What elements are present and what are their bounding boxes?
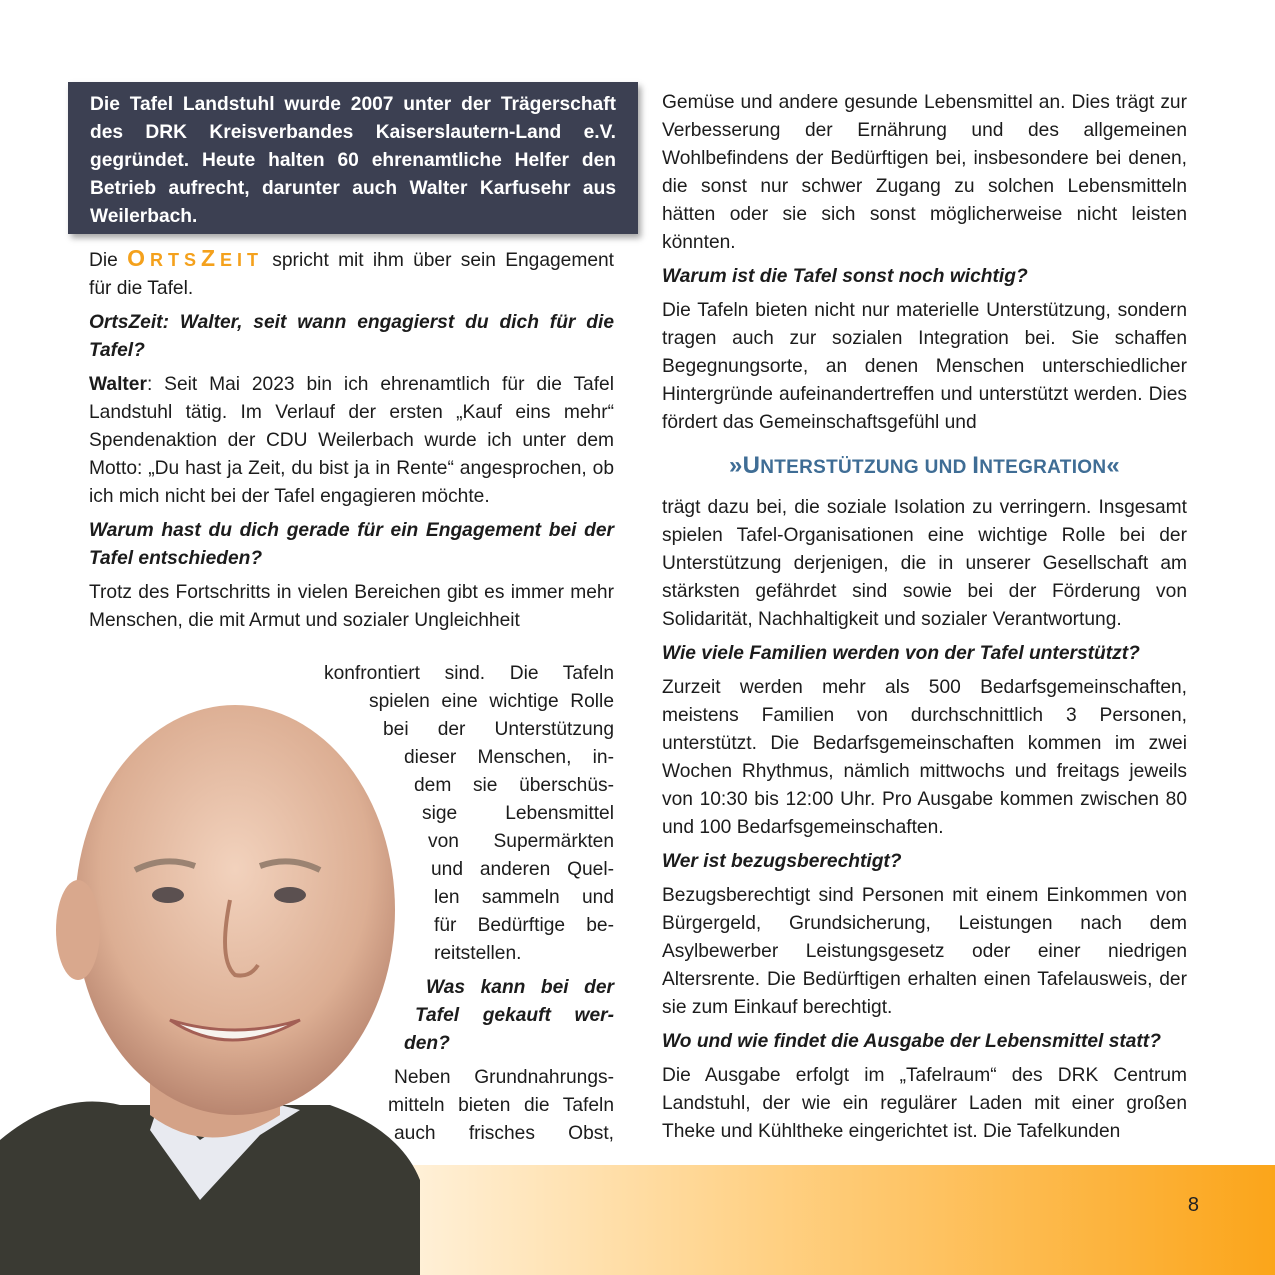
answer-3-line: mitteln bieten die Tafeln — [388, 1095, 614, 1116]
answer-7: Die Ausgabe erfolgt im „Tafelraum“ des DRK Centrum Landstuhl, der wie ein regulärer Laden mit einer großen Theke und Kühltheke eingerichtet ist. Die Tafelkunden — [662, 1065, 1187, 1142]
wrap-line: bei der Unterstützung — [383, 719, 614, 740]
question-5: Wie viele Familien werden von der Tafel unterstützt? — [662, 643, 1140, 664]
lead-paragraph: Die ORTSZEIT spricht mit ihm über sein Engagement für die Tafel. — [89, 245, 615, 299]
answer-5: Zurzeit werden mehr als 500 Bedarfsgemeinschaften, meistens Familien von durchschnittlich 3 Personen, unterstützt. Die Bedarfsgemeinschaften kommen im zwei Wochen Rhythmus, nämlich mittwochs und freitags jeweils von 10:30 bis 12:00 Uhr. Pro Ausgabe kommen zwischen 80 und 100 Bedarfsgemeinschaften. — [662, 677, 1187, 838]
wrap-line: für Bedürftige be- — [434, 915, 614, 936]
answer-6: Bezugsberechtigt sind Personen mit einem Einkommen von Bürgergeld, Grundsicherung, Leistungen nach dem Asylbewerber Leistungsgesetz oder einer niedrigen Altersrente. Die Bedürftigen erhalten einen Tafelausweis, der sie zum Einkauf berechtigt. — [662, 885, 1187, 1018]
answer-3-line: Neben Grundnahrungs- — [394, 1067, 614, 1088]
question-3-line: Tafel gekauft wer- — [415, 1005, 614, 1026]
answer-3-line: auch frisches Obst, — [394, 1123, 614, 1144]
wrap-line: konfrontiert sind. Die Tafeln — [324, 663, 614, 684]
wrap-line: spielen eine wichtige Rolle — [369, 691, 614, 712]
answer-3-continued: Gemüse und andere gesunde Lebensmittel an. Dies trägt zur Verbesserung der Ernährung und des allgemeinen Wohlbefindens der Bedürftigen bei, insbesondere bei denen, die sonst nur schwer Zugang zu solchen Lebensmitteln hätten oder sie sich sonst möglicherweise nicht leisten könnten. — [662, 92, 1187, 253]
left-column — [89, 244, 614, 635]
intro-text: Die Tafel Landstuhl wurde 2007 unter der Trägerschaft des DRK Kreisverbandes Kaiserslautern-Land e.V. gegründet. Heute halten 60 ehrenamtliche Helfer den Betrieb aufrecht, darunter auch Walter Karfusehr aus Weilerbach. — [90, 94, 616, 227]
pull-quote: »UNTERSTÜTZUNG UND INTEGRATION« — [728, 452, 1121, 479]
answer-2-top: Trotz des Fortschritts in vielen Bereichen gibt es immer mehr Menschen, die mit Armut und sozialer Ungleichheit — [89, 582, 614, 631]
question-3-line: Was kann bei der — [426, 977, 614, 998]
wrap-line: von Supermärkten — [428, 831, 614, 852]
wrap-line: und anderen Quel- — [431, 859, 614, 880]
wrap-line: sige Lebensmittel — [422, 803, 614, 824]
ortszeit-brand: ORTSZEIT — [127, 245, 264, 271]
answer-4-part1: Die Tafeln bieten nicht nur materielle Unterstützung, sondern tragen auch zur sozialen Integration bei. Sie schaffen Begegnungsorte, an denen Menschen unterschiedlicher Hintergründe aufeinandertreffen und unterstützt werden. Dies fördert das Gemeinschaftsgefühl und — [662, 300, 1187, 433]
answer-1: Walter: Seit Mai 2023 bin ich ehrenamtlich für die Tafel Landstuhl tätig. Im Verlauf der ersten „Kauf eins mehr“ Spendenaktion der CDU Weilerbach wurde ich unter dem Motto: „Du hast ja Zeit, du bist ja in Rente“ angesprochen, ob ich mich nicht bei der Tafel engagieren möchte. — [89, 374, 614, 507]
question-6: Wer ist bezugsberechtigt? — [662, 851, 902, 872]
wrap-line: reitstellen. — [434, 943, 522, 964]
answer-2-wrap — [0, 660, 614, 1148]
question-7: Wo und wie findet die Ausgabe der Lebensmittel statt? — [662, 1031, 1161, 1052]
right-column-lower — [662, 494, 1187, 1146]
answer-4-part2: trägt dazu bei, die soziale Isolation zu verringern. Insgesamt spielen Tafel-Organisationen eine wichtige Rolle bei der Unterstützung derjenigen, die in unserer Gesellschaft am stärksten gefährdet sind sowie bei der Förderung von Solidarität, Nachhaltigkeit und sozialer Verantwortung. — [662, 497, 1187, 630]
right-column — [662, 89, 1187, 437]
question-3-line: den? — [404, 1033, 450, 1054]
wrap-line: dieser Menschen, in- — [404, 747, 614, 768]
wrap-line: dem sie überschüs- — [414, 775, 614, 796]
question-1: OrtsZeit: Walter, seit wann engagierst du dich für die Tafel? — [89, 312, 614, 361]
question-4: Warum ist die Tafel sonst noch wichtig? — [662, 266, 1028, 287]
intro-box — [68, 82, 638, 234]
question-2: Warum hast du dich gerade für ein Engagement bei der Tafel entschieden? — [89, 520, 614, 569]
wrap-line: len sammeln und — [434, 887, 614, 908]
page-number: 8 — [1187, 1194, 1199, 1216]
